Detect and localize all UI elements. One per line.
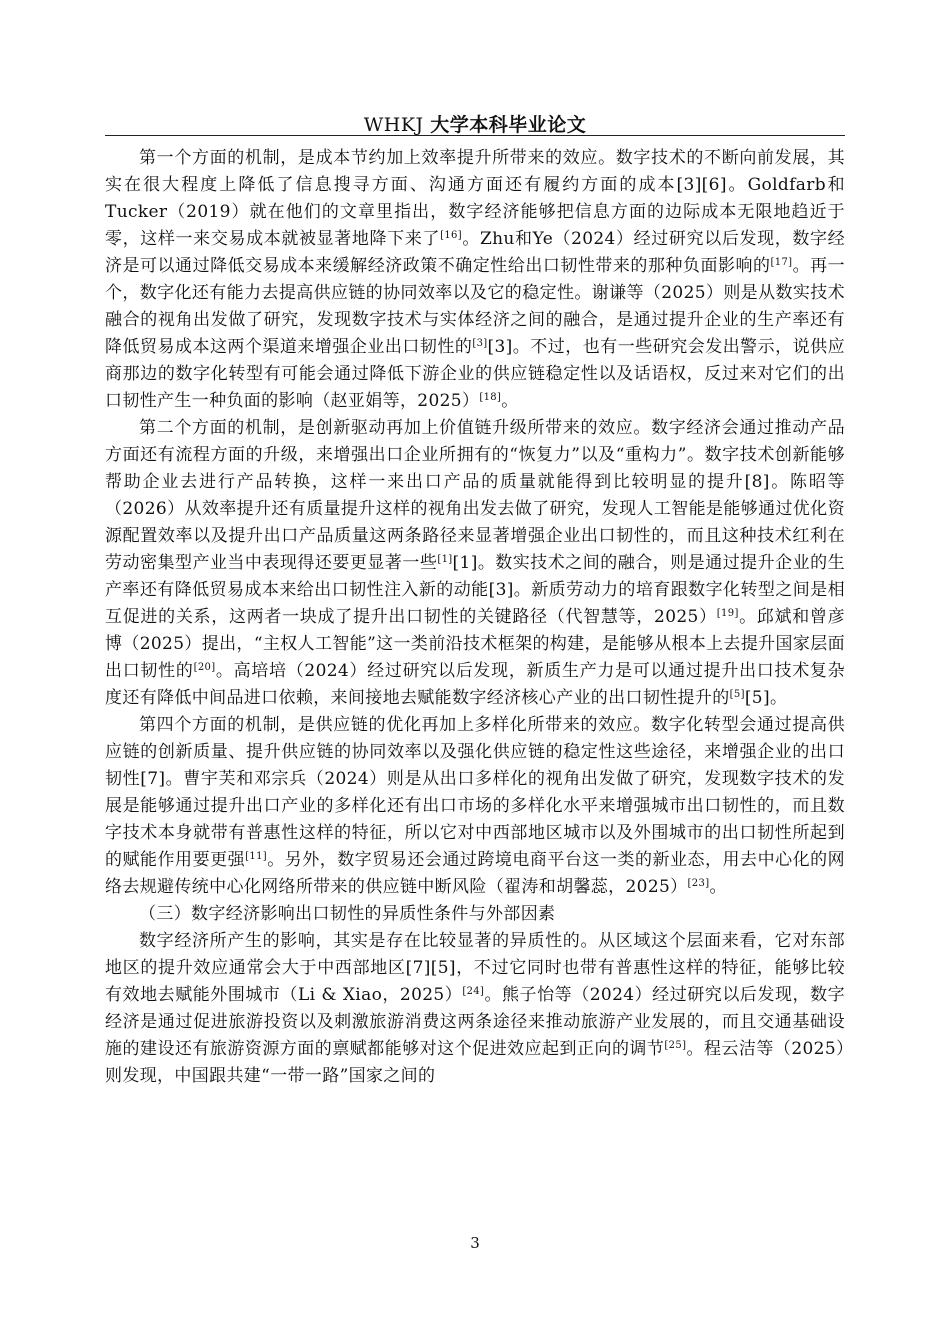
citation-superscript: [16] [440,230,463,241]
paragraph [105,145,845,415]
citation-superscript: [20] [193,662,216,673]
citation-superscript: [3] [472,338,488,349]
page-header [105,110,845,137]
text-run: 。高培培（2024）经过研究以后发现，新质生产力是可以通过提升出口技术复杂度还有降低中间品进口依赖，来间接地去赋能数字经济核心产业的出口韧性提升的 [105,661,845,708]
text-run: 。 [501,391,519,411]
text-run: 第二个方面的机制，是创新驱动再加上价值链升级所带来的效应。数字经济会通过推动产品方面还有流程方面的升级，来增强出口企业所拥有的“恢复力”以及“重构力”。数字技术创新能够帮助企业去进行产品转换，这样一来出口产品的质量就能得到比较明显的提升[8]。陈昭等（2026）从效率提升还有质量提升这样的视角出发去做了研究，发现人工智能是能够通过优化资源配置效率以及提升出口产品质量这两条路径来显著增强企业出口韧性的，而且这种技术红利在劳动密集型产业当中表现得还要更显著一些 [105,418,845,573]
section-subheading: （三）数字经济影响出口韧性的异质性条件与外部因素 [139,904,556,924]
citation-superscript: [25] [664,1040,687,1051]
paragraph [105,928,845,1090]
text-run: 第一个方面的机制，是成本节约加上效率提升所带来的效应。数字技术的不断向前发展，其实在很大程度上降低了信息搜寻方面、沟通方面还有履约方面的成本[3][6]。Goldfarb和Tucker（2019）就在他们的文章里指出，数字经济能够把信息方面的边际成本无限地趋近于零，这样一来交易成本就被显著地降下来了 [105,148,845,249]
citation-superscript: [17] [770,257,793,268]
text-run: [5]。 [744,688,788,708]
header-title: 大学本科毕业论文 [430,114,587,136]
header-prefix: WHKJ [363,114,431,136]
paragraph [105,712,845,901]
text-run: [1]。数实技术之间的融合，则是通过提升企业的生产率还有降低贸易成本来给出口韧性注入新的动能[3]。新质劳动力的培育跟数字化转型之间是相互促进的关系，这两者一块成了提升出口韧性的关键路径（代智慧等，2025） [105,553,845,627]
text-run: 。 [709,877,727,897]
citation-superscript: [23] [687,878,710,889]
text-run: 。熊子怡等（2024）经过研究以后发现，数字经济是通过促进旅游投资以及刺激旅游消费这两条途径来推动旅游产业发展的，而且交通基础设施的建设还有旅游资源方面的禀赋都能够对这个促进效应起到正向的调节 [105,985,845,1059]
text-run: 。再一个，数字化还有能力去提高供应链的协同效率以及它的稳定性。谢谦等（2025）则是从数实技术融合的视角出发做了研究，发现数字技术与实体经济之间的融合，是通过提升企业的生产率还有降低贸易成本这两个渠道来增强企业出口韧性的 [105,256,845,357]
text-run: 第四个方面的机制，是供应链的优化再加上多样化所带来的效应。数字化转型会通过提高供应链的创新质量、提升供应链的协同效率以及强化供应链的稳定性这些途径，来增强企业的出口韧性[7]。曹宇芙和邓宗兵（2024）则是从出口多样化的视角出发做了研究，发现数字技术的发展是能够通过提升出口产业的多样化还有出口市场的多样化水平来增强城市出口韧性的，而且数字技术本身就带有普惠性这样的特征，所以它对中西部地区城市以及外围城市的出口韧性所起到的赋能作用要更强 [105,715,845,870]
citation-superscript: [19] [716,608,739,619]
citation-superscript: [1] [437,554,453,565]
page-number: 3 [470,1234,480,1252]
header-rule [105,135,845,136]
text-run: [3]。不过，也有一些研究会发出警示，说供应商那边的数字化转型有可能会通过降低下游企业的供应链稳定性以及话语权，反过来对它们的出口韧性产生一种负面的影响（赵亚娟等，2025） [105,337,845,411]
citation-superscript: [24] [462,986,485,997]
text-run: 。程云洁等（2025）则发现，中国跟共建“一带一路”国家之间的 [105,1039,845,1086]
citation-superscript: [18] [479,392,502,403]
text-run: 。Zhu和Ye（2024）经过研究以后发现，数字经济是可以通过降低交易成本来缓解经济政策不确定性给出口韧性带来的那种负面影响的 [105,229,845,276]
citation-superscript: [5] [729,689,745,700]
paragraph [105,415,845,712]
text-run: 。另外，数字贸易还会通过跨境电商平台这一类的新业态，用去中心化的网络去规避传统中心化网络所带来的供应链中断风险（翟涛和胡馨蕊，2025） [105,850,845,897]
citation-superscript: [11] [245,851,268,862]
body-text [105,145,845,1090]
text-run: 。邱斌和曾彦博（2025）提出，“主权人工智能”这一类前沿技术框架的构建，是能够从根本上去提升国家层面出口韧性的 [105,607,845,681]
text-run: 数字经济所产生的影响，其实是存在比较显著的异质性的。从区域这个层面来看，它对东部地区的提升效应通常会大于中西部地区[7][5]，不过它同时也带有普惠性这样的特征，能够比较有效地去赋能外围城市（Li & Xiao，2025） [105,931,845,1005]
